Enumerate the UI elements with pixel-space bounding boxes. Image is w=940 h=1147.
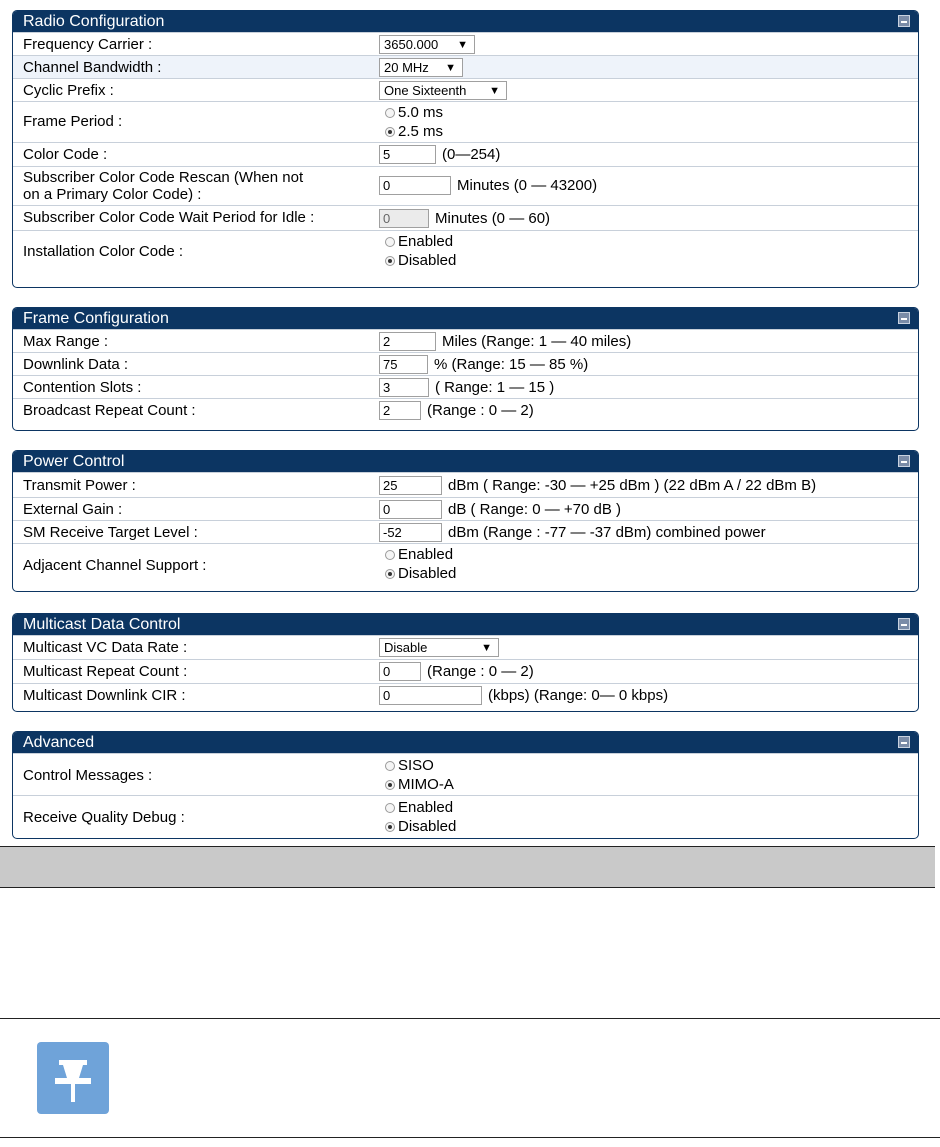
max-range-input[interactable]: 2 (379, 332, 436, 351)
row-frame-period (13, 101, 918, 142)
note-top-rule (0, 1018, 940, 1019)
row-multicast-repeat-count (13, 659, 918, 683)
note-bottom-rule (0, 1137, 940, 1138)
field-label: Multicast VC Data Rate : (23, 639, 188, 656)
adjacent-channel-disabled-radio[interactable] (385, 564, 456, 583)
row-external-gain (13, 497, 918, 520)
row-color-code (13, 142, 918, 166)
chevron-down-icon: ▼ (489, 84, 500, 97)
row-receive-quality-debug (13, 795, 918, 837)
panel-header (13, 308, 918, 329)
frame-configuration-panel (12, 307, 919, 431)
receive-quality-debug-disabled-radio[interactable] (385, 817, 456, 836)
advanced-panel (12, 731, 919, 839)
field-label: Frequency Carrier : (23, 36, 153, 53)
radio-label: Disabled (398, 818, 457, 835)
select-value: One Sixteenth (384, 83, 467, 98)
row-control-messages (13, 753, 918, 795)
receive-quality-debug-enabled-radio[interactable] (385, 798, 456, 817)
wait-period-input: 0 (379, 209, 429, 228)
row-contention-slots (13, 375, 918, 398)
panel-header (13, 732, 918, 753)
radio-circle (385, 569, 395, 579)
range-hint: % (Range: 15 — 85 %) (434, 356, 589, 373)
field-label: Multicast Downlink CIR : (23, 687, 186, 704)
panel-title: Power Control (23, 453, 125, 470)
range-hint: (kbps) (Range: 0— 0 kbps) (488, 687, 669, 704)
note-pin-icon (37, 1042, 109, 1114)
radio-label: Enabled (398, 799, 454, 816)
label-line: on a Primary Color Code) : (23, 186, 202, 203)
label-line: Subscriber Color Code Rescan (When not (23, 169, 304, 186)
multicast-repeat-count-input[interactable]: 0 (379, 662, 421, 681)
row-channel-bandwidth (13, 55, 918, 78)
row-adjacent-channel-support (13, 543, 918, 586)
radio-label: Enabled (398, 233, 454, 250)
table-header-bar (0, 846, 935, 888)
radio-label: Disabled (398, 252, 457, 269)
select-value: 3650.000 (384, 37, 439, 52)
row-color-code-rescan (13, 166, 918, 205)
frequency-carrier-select[interactable] (379, 35, 475, 54)
radio-circle (385, 127, 395, 137)
contention-slots-input[interactable]: 3 (379, 378, 429, 397)
installation-color-code-disabled-radio[interactable] (385, 251, 456, 270)
field-label: Control Messages : (23, 767, 153, 784)
collapse-icon[interactable] (898, 618, 910, 630)
panel-title: Radio Configuration (23, 13, 165, 30)
radio-label: Disabled (398, 565, 457, 582)
radio-circle (385, 822, 395, 832)
cyclic-prefix-select[interactable] (379, 81, 507, 100)
frame-period-2-5ms-radio[interactable] (385, 122, 443, 141)
radio-configuration-panel (12, 10, 919, 288)
row-multicast-downlink-cir (13, 683, 918, 707)
field-label: Color Code : (23, 146, 108, 163)
panel-header (13, 11, 918, 32)
adjacent-channel-enabled-radio[interactable] (385, 545, 456, 564)
radio-circle (385, 108, 395, 118)
radio-label: 2.5 ms (398, 123, 444, 140)
multicast-downlink-cir-input[interactable]: 0 (379, 686, 482, 705)
field-label: Transmit Power : (23, 477, 136, 494)
transmit-power-input[interactable]: 25 (379, 476, 442, 495)
color-code-rescan-input[interactable]: 0 (379, 176, 451, 195)
row-transmit-power (13, 472, 918, 497)
radio-circle (385, 256, 395, 266)
field-label: Frame Period : (23, 113, 123, 130)
radio-circle (385, 803, 395, 813)
field-label: SM Receive Target Level : (23, 524, 198, 541)
panel-title: Advanced (23, 734, 95, 751)
radio-label: 5.0 ms (398, 104, 444, 121)
field-label: Max Range : (23, 333, 109, 350)
frame-period-5ms-radio[interactable] (385, 103, 443, 122)
field-label (23, 169, 303, 203)
collapse-icon[interactable] (898, 312, 910, 324)
multicast-data-control-panel (12, 613, 919, 712)
external-gain-input[interactable]: 0 (379, 500, 442, 519)
downlink-data-input[interactable]: 75 (379, 355, 428, 374)
radio-label: Enabled (398, 546, 454, 563)
select-value: 20 MHz (384, 60, 429, 75)
row-installation-color-code (13, 230, 918, 271)
range-hint: (Range : 0 — 2) (427, 663, 534, 680)
multicast-vc-data-rate-select[interactable] (379, 638, 499, 657)
channel-bandwidth-select[interactable] (379, 58, 463, 77)
panel-header (13, 451, 918, 472)
range-hint: dB ( Range: 0 — +70 dB ) (448, 501, 622, 518)
select-value: Disable (384, 640, 428, 655)
range-hint: (0—254) (442, 146, 501, 163)
row-max-range (13, 329, 918, 352)
field-label: Contention Slots : (23, 379, 142, 396)
broadcast-repeat-count-input[interactable]: 2 (379, 401, 421, 420)
panel-title: Multicast Data Control (23, 616, 181, 633)
radio-circle (385, 761, 395, 771)
sm-receive-target-level-input[interactable]: -52 (379, 523, 442, 542)
field-label: External Gain : (23, 501, 123, 518)
range-hint: Minutes (0 — 43200) (457, 177, 598, 194)
range-hint: dBm ( Range: -30 — +25 dBm ) (22 dBm A / 22 dBm B) (448, 477, 817, 494)
field-label: Installation Color Code : (23, 243, 184, 260)
field-label: Adjacent Channel Support : (23, 557, 207, 574)
row-multicast-vc-data-rate (13, 635, 918, 659)
collapse-icon[interactable] (898, 736, 910, 748)
field-label: Channel Bandwidth : (23, 59, 162, 76)
field-label: Subscriber Color Code Wait Period for Idle : (23, 209, 315, 226)
control-messages-mimo-a-radio[interactable] (385, 775, 454, 794)
field-label: Cyclic Prefix : (23, 82, 114, 99)
field-label: Broadcast Repeat Count : (23, 402, 196, 419)
row-cyclic-prefix (13, 78, 918, 101)
range-hint: Miles (Range: 1 — 40 miles) (442, 333, 632, 350)
row-downlink-data (13, 352, 918, 375)
radio-label: SISO (398, 757, 434, 774)
radio-label: MIMO-A (398, 776, 454, 793)
color-code-input[interactable]: 5 (379, 145, 436, 164)
row-frequency-carrier (13, 32, 918, 55)
range-hint: Minutes (0 — 60) (435, 210, 551, 227)
range-hint: ( Range: 1 — 15 ) (435, 379, 555, 396)
chevron-down-icon: ▼ (481, 641, 492, 654)
range-hint: (Range : 0 — 2) (427, 402, 534, 419)
range-hint: dBm (Range : -77 — -37 dBm) combined power (448, 524, 766, 541)
collapse-icon[interactable] (898, 15, 910, 27)
row-broadcast-repeat-count (13, 398, 918, 421)
radio-circle (385, 780, 395, 790)
collapse-icon[interactable] (898, 455, 910, 467)
row-wait-period (13, 205, 918, 230)
panel-title: Frame Configuration (23, 310, 169, 327)
field-label: Downlink Data : (23, 356, 129, 373)
row-sm-receive-target-level (13, 520, 918, 543)
radio-circle (385, 550, 395, 560)
control-messages-siso-radio[interactable] (385, 756, 454, 775)
field-label: Multicast Repeat Count : (23, 663, 188, 680)
radio-circle (385, 237, 395, 247)
panel-header (13, 614, 918, 635)
power-control-panel (12, 450, 919, 592)
field-label: Receive Quality Debug : (23, 809, 185, 826)
installation-color-code-enabled-radio[interactable] (385, 232, 456, 251)
chevron-down-icon: ▼ (457, 38, 468, 51)
chevron-down-icon: ▼ (445, 61, 456, 74)
